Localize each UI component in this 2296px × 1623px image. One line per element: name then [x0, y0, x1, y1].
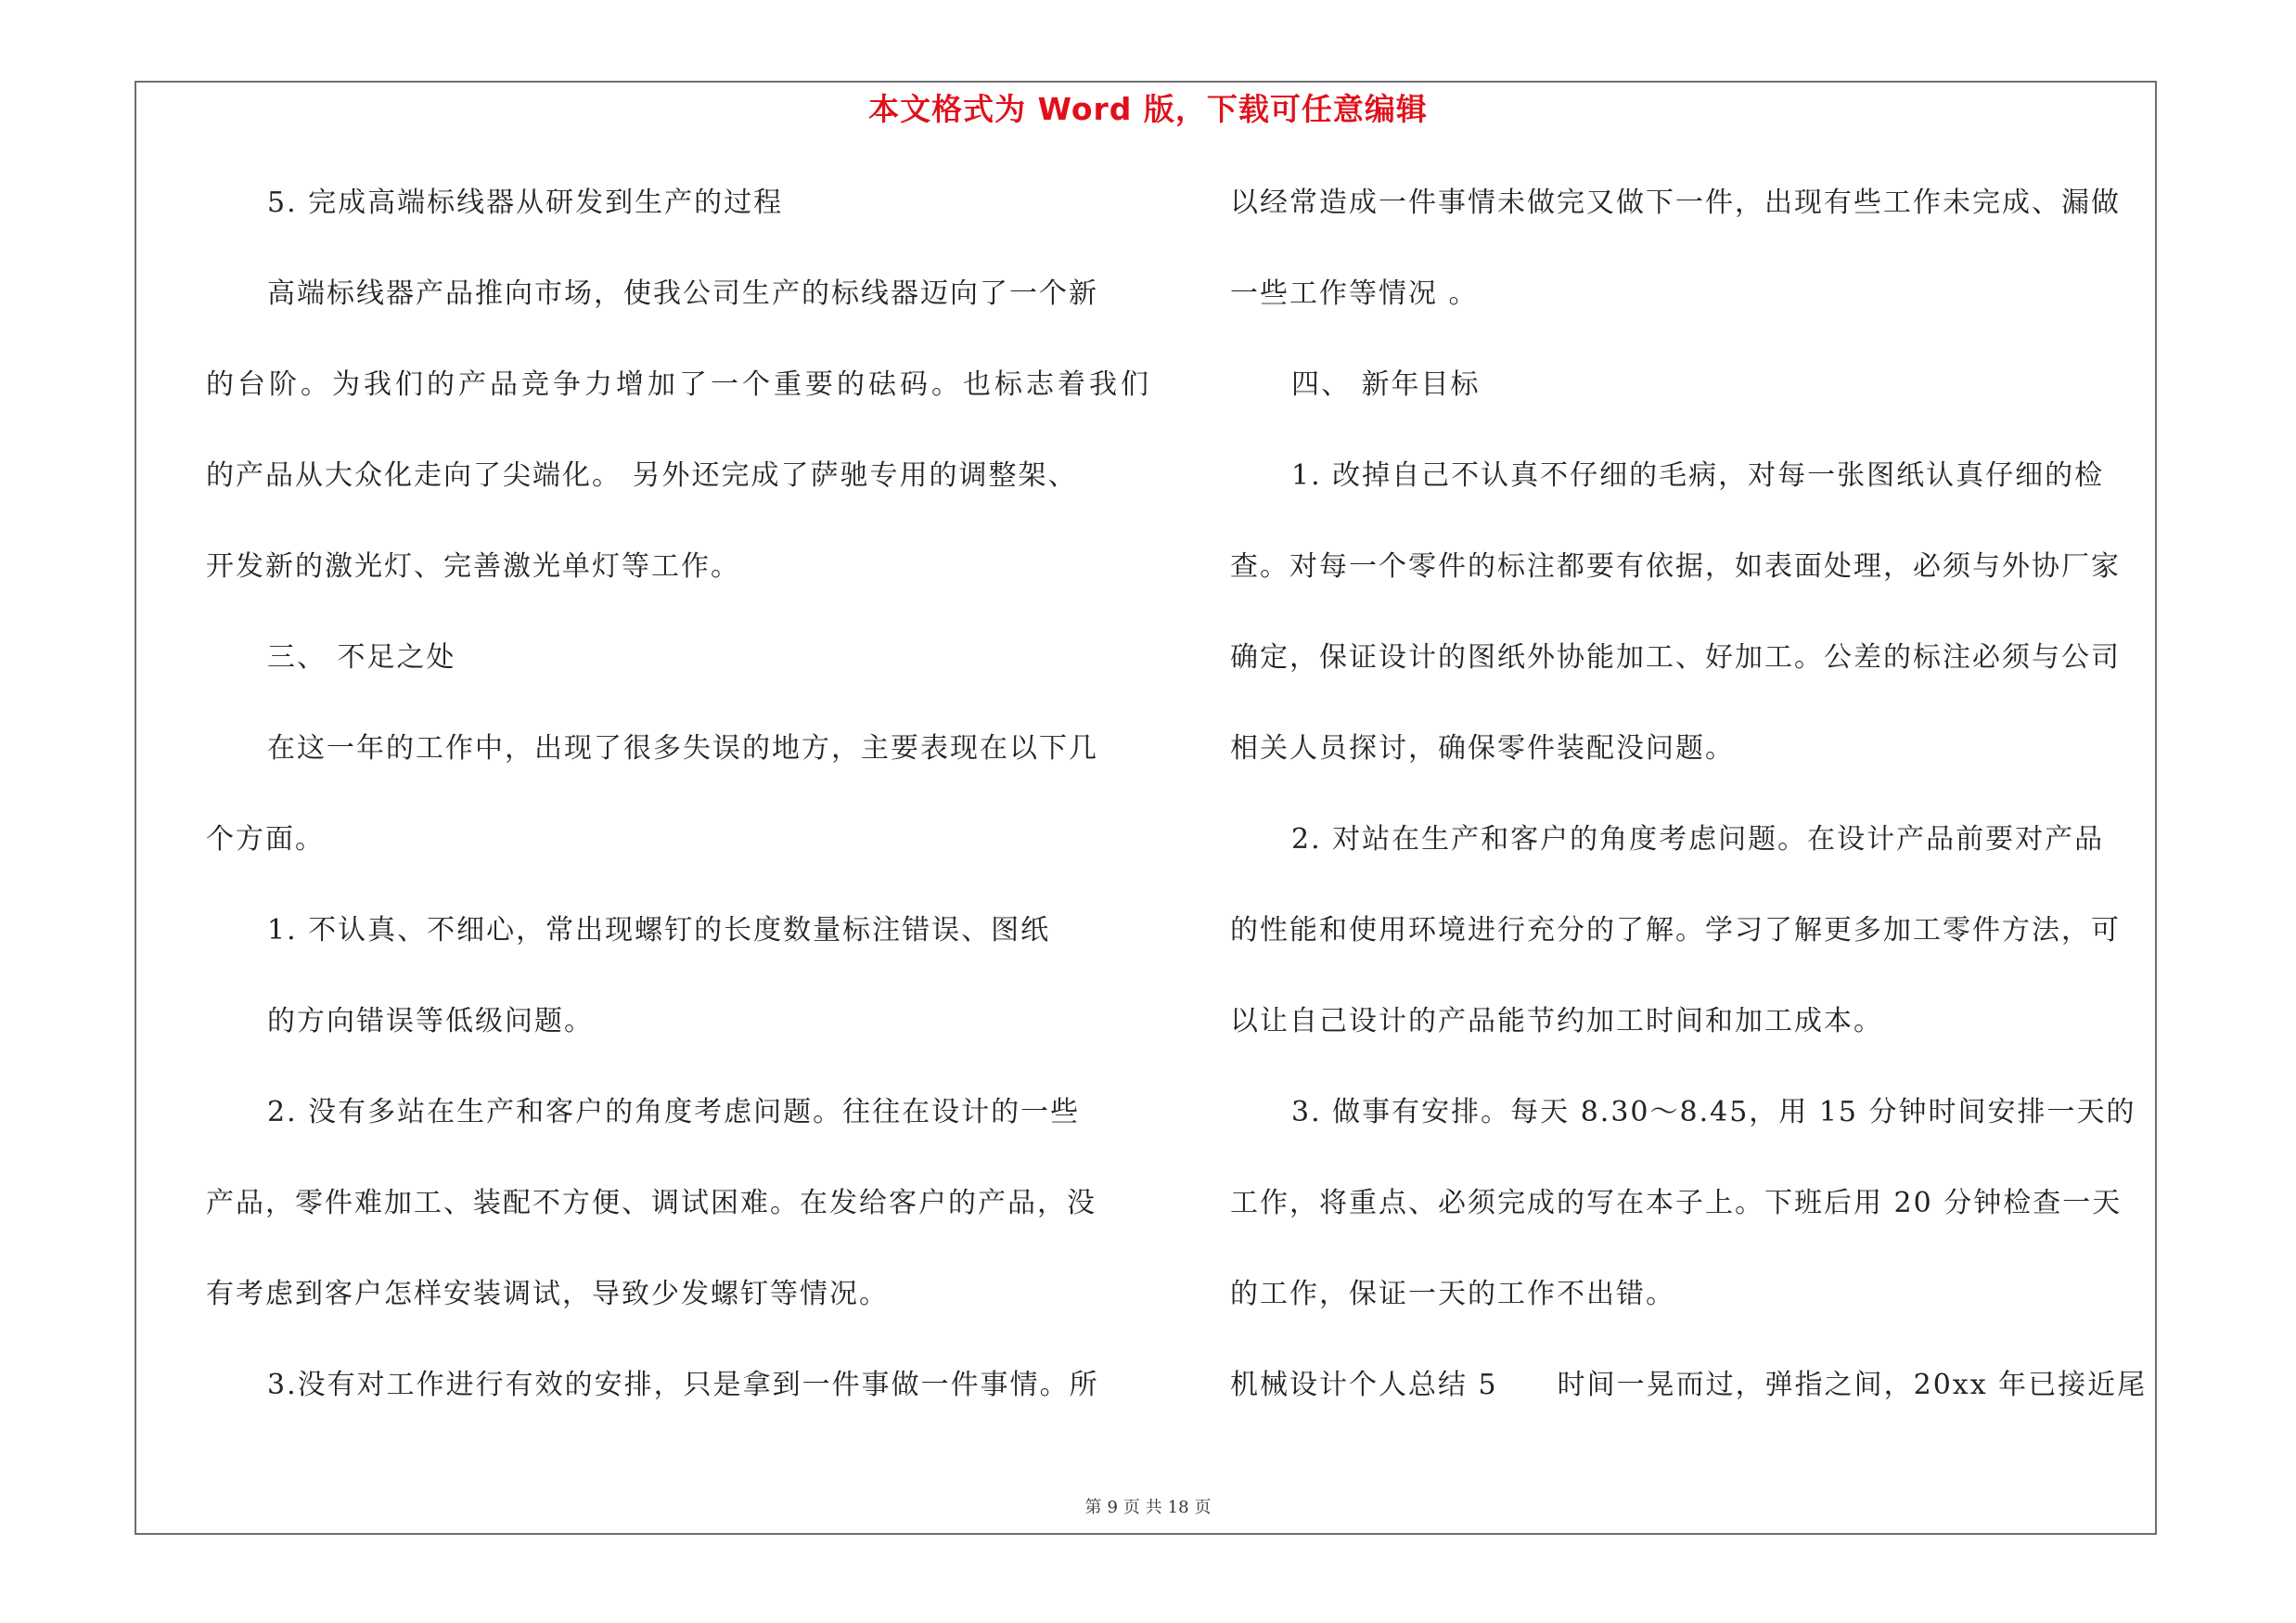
paragraph-line: 以经常造成一件事情未做完又做下一件，出现有些工作未完成、漏做: [1230, 187, 2121, 219]
paragraph-line: 工作，将重点、必须完成的写在本子上。下班后用 20 分钟检查一天: [1230, 1187, 2123, 1219]
footer-total-pages: 18: [1167, 1498, 1189, 1517]
paragraph-line: 的性能和使用环境进行充分的了解。学习了解更多加工零件方法，可: [1230, 914, 2121, 947]
section-heading: 四、 新年目标: [1291, 368, 1481, 401]
next-section-title-line: 机械设计个人总结 5 时间一晃而过，弹指之间，20xx 年已接近尾: [1230, 1369, 2148, 1401]
section-heading: 三、 不足之处: [267, 641, 456, 674]
paragraph-line: 一些工作等情况 。: [1230, 277, 1479, 310]
word-format-banner: 本文格式为 Word 版，下载可任意编辑: [868, 91, 1428, 127]
paragraph-line: 有考虑到客户怎样安装调试，导致少发螺钉等情况。: [206, 1278, 889, 1310]
footer-prefix: 第: [1084, 1498, 1102, 1517]
paragraph-line: 的工作，保证一天的工作不出错。: [1230, 1278, 1675, 1310]
paragraph-line: 高端标线器产品推向市场，使我公司生产的标线器迈向了一个新: [267, 277, 1098, 310]
paragraph-line: 1. 改掉自己不认真不仔细的毛病，对每一张图纸认真仔细的检: [1291, 459, 2105, 492]
footer-suffix: 页: [1194, 1498, 1212, 1517]
paragraph-line: 的产品从大众化走向了尖端化。 另外还完成了萨驰专用的调整架、: [206, 459, 1078, 492]
paragraph-line: 的方向错误等低级问题。: [267, 1005, 594, 1037]
paragraph-line: 的台阶。为我们的产品竞争力增加了一个重要的砝码。也标志着我们: [206, 368, 1152, 401]
paragraph-line: 在这一年的工作中，出现了很多失误的地方，主要表现在以下几: [267, 732, 1098, 765]
paragraph-line: 产品，零件难加工、装配不方便、调试困难。在发给客户的产品，没: [206, 1187, 1097, 1219]
paragraph-line: 确定，保证设计的图纸外协能加工、好加工。公差的标注必须与公司: [1230, 641, 2121, 674]
paragraph-line: 3. 做事有安排。每天 8.30～8.45，用 15 分钟时间安排一天的: [1291, 1096, 2136, 1128]
paragraph-line: 以让自己设计的产品能节约加工时间和加工成本。: [1230, 1005, 1883, 1037]
paragraph-line: 相关人员探讨，确保零件装配没问题。: [1230, 732, 1735, 765]
paragraph-line: 开发新的激光灯、完善激光单灯等工作。: [206, 550, 740, 583]
page-number-footer: [0, 1494, 2296, 1518]
paragraph-line: 5. 完成高端标线器从研发到生产的过程: [267, 187, 784, 219]
paragraph-line: 个方面。: [206, 823, 325, 856]
paragraph-line: 1. 不认真、不细心，常出现螺钉的长度数量标注错误、图纸: [267, 914, 1051, 947]
footer-current-page: 9: [1107, 1498, 1118, 1517]
footer-middle: 页 共: [1122, 1498, 1162, 1517]
paragraph-line: 2. 没有多站在生产和客户的角度考虑问题。往往在设计的一些: [267, 1096, 1081, 1128]
paragraph-line: 查。对每一个零件的标注都要有依据，如表面处理，必须与外协厂家: [1230, 550, 2121, 583]
paragraph-line: 3.没有对工作进行有效的安排，只是拿到一件事做一件事情。所: [267, 1369, 1099, 1401]
paragraph-line: 2. 对站在生产和客户的角度考虑问题。在设计产品前要对产品: [1291, 823, 2105, 856]
